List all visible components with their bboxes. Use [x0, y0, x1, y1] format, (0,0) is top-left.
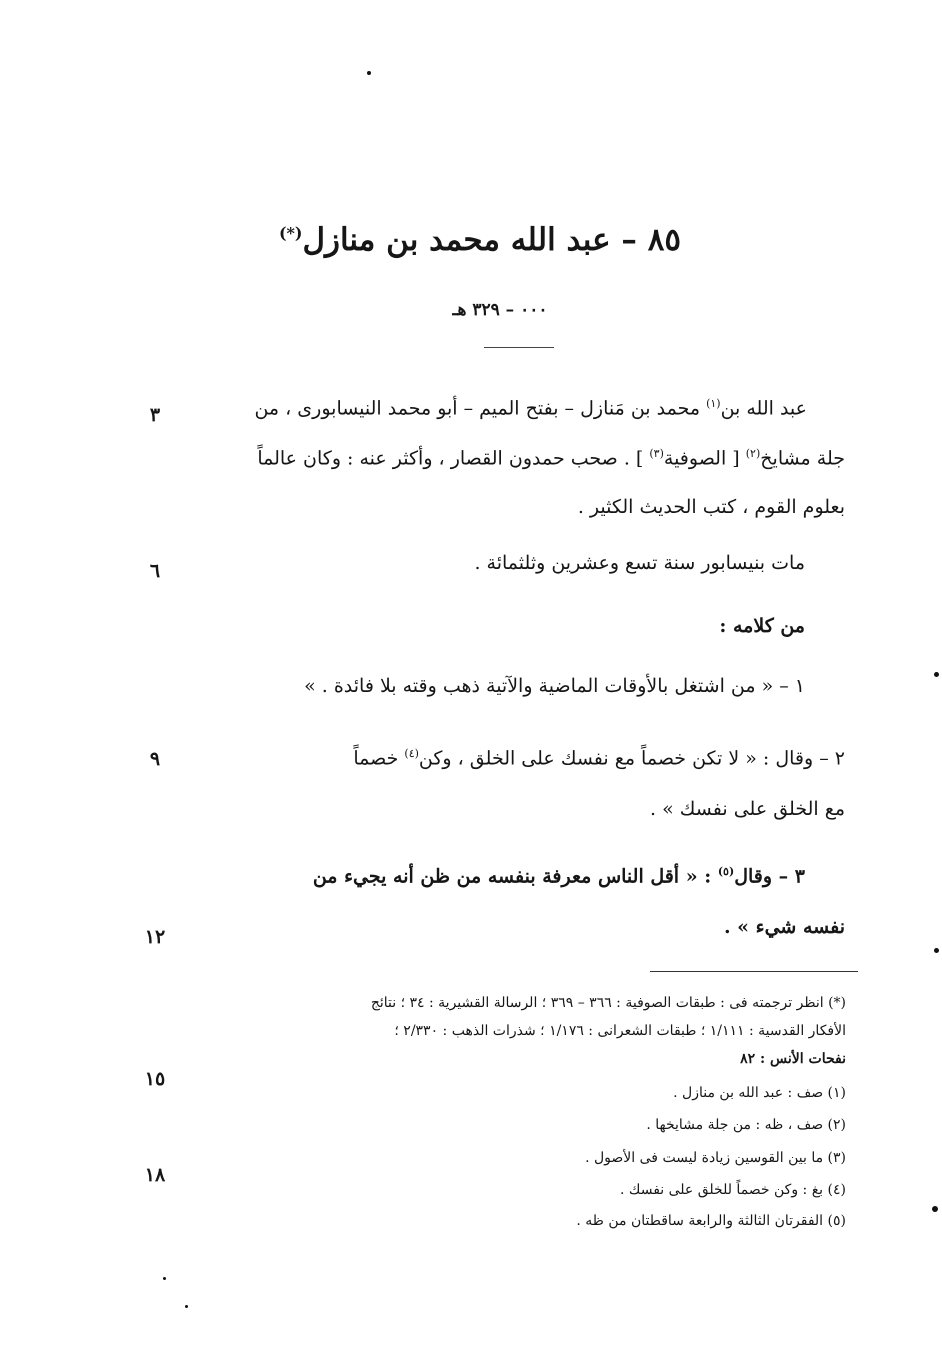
footnote-1: (١) صف : عبد الله بن منازل . — [673, 1085, 846, 1101]
footnote-2: (٢) صف ، ظه : من جلة مشايخها . — [646, 1117, 846, 1133]
line-number: ٩ — [149, 748, 161, 770]
saying-3-line1: ٣ – وقال$^{(٥)}$ : « أقل الناس معرفة بنفسه من ظن أنه يجيء من — [312, 865, 805, 888]
sayings-heading: من كلامه : — [719, 615, 805, 637]
footnote-ref-1: (١) — [706, 397, 721, 410]
footnote-star-line3: نفحات الأنس : ٨٢ — [740, 1051, 846, 1067]
saying-2-line1: ٢ – وقال : « لا تكن خصماً مع نفسك على الخلق ، وكن$^{(٤)}$ خصماً — [353, 747, 845, 770]
chapter-title — [250, 222, 710, 258]
footnote-ref-2: (٢) — [745, 447, 761, 460]
footnote-star-line2: الأفكار القدسية : ١/١١١ ؛ طبقات الشعرانى : ١/١٧٦ ؛ شذرات الذهب : ٢/٣٣٠ ؛ — [394, 1023, 846, 1039]
line-number: ٦ — [149, 560, 161, 582]
saying-3-line2: نفسه شيء » . — [723, 916, 845, 938]
footnote-4: (٤) بغ : وكن خصماً للخلق على نفسك . — [620, 1182, 846, 1198]
footnote-5: (٥) الفقرتان الثالثة والرابعة ساقطتان من ظه . — [576, 1213, 846, 1229]
scan-speck — [932, 1206, 938, 1212]
paragraph1-line1: عبد الله بن$^{(١)}$ محمد بن مَنازل – بفتح الميم – أبو محمد النيسابورى ، من — [254, 397, 807, 420]
line-number: ٣ — [149, 404, 161, 426]
line-number: ١٢ — [144, 926, 166, 948]
scan-speck — [185, 1305, 188, 1308]
footnote-ref-3: (٣) — [649, 447, 664, 460]
title-footnote-mark: (*) — [278, 223, 303, 243]
title-divider — [484, 347, 554, 348]
saying-1: ١ – « من اشتغل بالأوقات الماضية والآتية ذهب وقته بلا فائدة . » — [304, 675, 805, 697]
scan-speck — [934, 672, 939, 677]
line-number: ١٨ — [144, 1164, 166, 1186]
title-text: ٨٥ – عبد الله محمد بن منازل — [302, 222, 682, 258]
footnote-star-line1: (*) انظر ترجمته فى : طبقات الصوفية : ٣٦٦ – ٣٦٩ ؛ الرسالة القشيرية : ٣٤ ؛ نتائج — [370, 995, 846, 1011]
saying-2-line2: مع الخلق على نفسك » . — [650, 798, 845, 820]
paragraph1-line3: بعلوم القوم ، كتب الحديث الكثير . — [577, 496, 845, 518]
paragraph1-line2: جلة مشايخ$^{(٢)}$ [ الصوفية$^{(٣)}$ ] . صحب حمدون القصار ، وأكثر عنه : وكان عالماً — [257, 447, 845, 470]
footnote-3: (٣) ما بين القوسين زيادة ليست فى الأصول . — [585, 1150, 846, 1166]
paragraph2-line1: مات بنيسابور سنة تسع وعشرين وثلثمائة . — [474, 552, 805, 574]
date-range: ٠٠٠ – ٣٢٩ هـ — [452, 300, 548, 320]
footnote-divider — [650, 971, 858, 972]
scan-speck — [934, 948, 939, 953]
line-number: ١٥ — [144, 1068, 166, 1090]
footnote-ref-4: (٤) — [404, 747, 419, 760]
scan-speck — [367, 71, 371, 75]
scan-speck — [163, 1277, 166, 1280]
footnote-ref-5: (٥) — [717, 865, 735, 878]
